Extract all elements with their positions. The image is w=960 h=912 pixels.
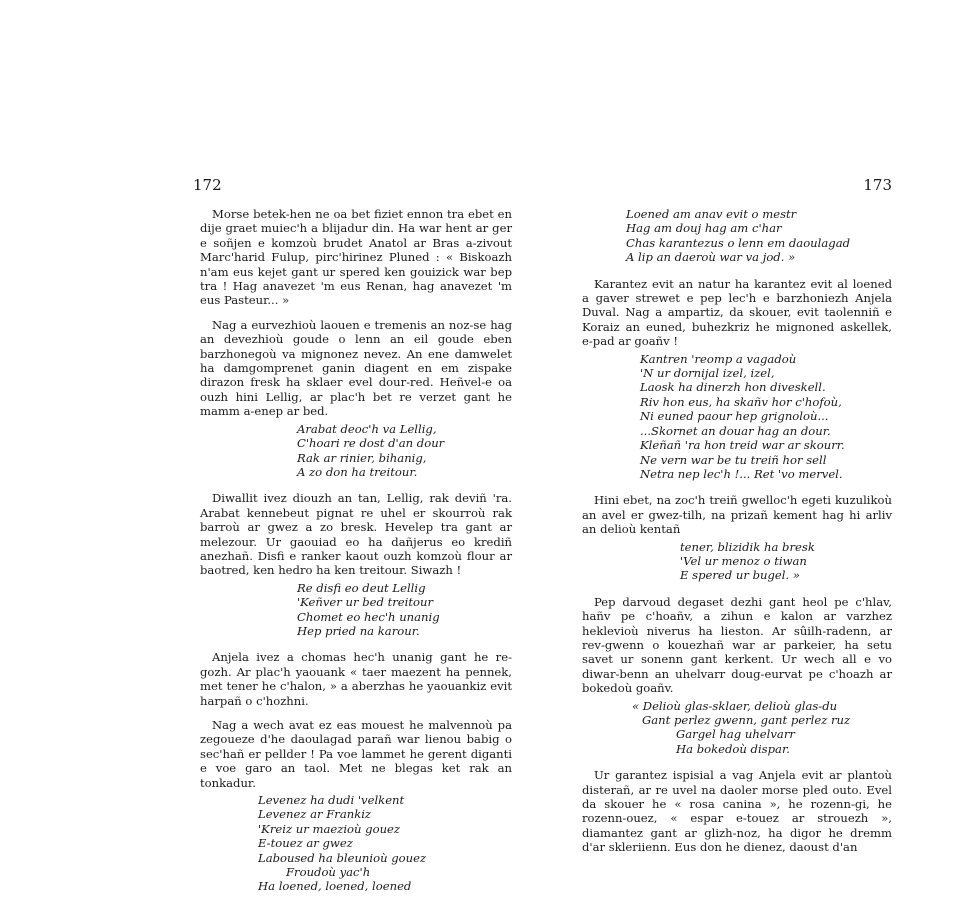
paragraph: Pep darvoud degaset dezhi gant heol pe c'hlav, hañv pe c'hoañv, a zihun e kalon ar varzhez heklevioù niverus ha lieston. Ar sûilh-radenn, ar rev-gwenn o kouezhañ war ar parkeier, ha setu savet ur sonenn gant kerkent. Ur wech all e vo diwar-benn an uhelvarr doug-eurvat pe c'hoazh ar bokedoù goañv. xyxy=(582,594,892,696)
verse-line: Ha bokedoù dispar. xyxy=(676,741,790,756)
paragraph: Hini ebet, na zoc'h treiñ gwelloc'h egeti kuzulikoù an avel er gwez-tilh, na prizañ kement hag hi arliv an delioù kentañ xyxy=(582,493,892,537)
paragraph: Karantez evit an natur ha karantez evit al loened a gaver strewet e pep lec'h e barzhoniezh Anjela Duval. Nag a ampartiz, da skouer, evit taolenniñ e Koraiz an euned, buhezkriz he mignoned askellek, e-pad ar goañv ! xyxy=(582,276,892,349)
verse-line: Kleñañ 'ra hon treid war ar skourr. xyxy=(640,438,845,453)
verse-line: Ha loened, loened, loened xyxy=(258,879,412,894)
verse-line: Levenez ar Frankiz xyxy=(258,807,372,822)
verse-line: Froudoù yac'h xyxy=(286,865,371,880)
verse-line: 'Kreiz ur maezioù gouez xyxy=(258,821,401,836)
right-page-text xyxy=(582,207,892,855)
paragraph: Nag a wech avat ez eas mouest he malvennoù pa zegoueze d'he daoulagad parañ war lienou babig o sec'hañ er pellder ! Pa voe lammet he gerent diganti e voe garo an taol. Met ne blegas ket rak an tonkadur. xyxy=(200,718,512,790)
paragraph: Morse betek-hen ne oa bet fiziet ennon tra ebet en dije graet muiec'h a blijadur din. Ha war hent ar ger e soñjen e komzoù brudet Anatol ar Bras a-zivout Marc'harid Fulup, pirc'hirinez Pluned : « Biskoazh n'am eus kejet gant ur spered ken gouizick war bep tra ! Hag anavezet 'm eus Renan, hag anavezet 'm eus Pasteur... » xyxy=(200,207,512,308)
verse-line: Laosk ha dinerzh hon diveskell. xyxy=(640,380,826,395)
verse-line: C'hoari re dost d'an dour xyxy=(297,436,445,451)
verse-line: Riv hon eus, ha skañv hor c'hofoù, xyxy=(640,394,842,409)
verse-stanza xyxy=(200,581,512,639)
verse-line: Laboused ha bleunioù gouez xyxy=(258,850,427,865)
verse-line: Hep pried na karour. xyxy=(297,623,420,638)
verse-line: Loened am anav evit o mestr xyxy=(626,207,797,221)
right-page xyxy=(565,0,895,912)
verse-line: Kantren 'reomp a vagadoù xyxy=(640,351,797,366)
page-number-left: 172 xyxy=(193,176,222,194)
verse-stanza xyxy=(582,699,892,757)
verse-line: Gargel hag uhelvarr xyxy=(676,727,795,742)
verse-line: Chomet eo hec'h unanig xyxy=(297,609,440,624)
verse-line: A lip an daeroù war va jod. » xyxy=(626,250,796,265)
left-page xyxy=(180,0,510,912)
verse-line: E-touez ar gwez xyxy=(258,836,353,851)
verse-stanza xyxy=(200,422,512,480)
verse-line: E spered ur bugel. » xyxy=(680,568,800,583)
verse-line: Netra nep lec'h !... Ret 'vo mervel. xyxy=(640,466,843,481)
verse-line: Arabat deoc'h va Lellig, xyxy=(297,421,437,436)
verse-line: Re disfi eo deut Lellig xyxy=(297,580,426,595)
left-page-text xyxy=(200,207,512,894)
paragraph: Nag a eurvezhioù laouen e tremenis an noz-se hag an devezhioù goude o lenn an eil goude eben barzhonegoù va mignonez nevez. An ene damwelet ha damgomprenet ganin diagent en em zispake dirazon fresk ha sklaer evel dour-red. Heñvel-e oa ouzh hini Lellig, ar plac'h bet re verzet gant he mamm a-enep ar bed. xyxy=(200,317,512,419)
paragraph: Anjela ivez a chomas hec'h unanig gant he re-gozh. Ar plac'h yaouank « taer maezent ha pennek, met tener he c'halon, » a aberzhas he yaouankiz evit harpañ o c'hozhni. xyxy=(200,650,512,708)
verse-stanza xyxy=(582,540,892,583)
verse-stanza xyxy=(582,352,892,482)
paragraph: Ur garantez ispisial a vag Anjela evit ar plantoù disterañ, ar re uvel na daoler morse pled outo. Evel da skouer he « rosa canina », he rozenn-gi, he rozenn-ouez, « espar e-touez ar strouezh », diamantez gant ar glizh-noz, ha digor he dremm d'ar skleriienn. Eus don he dienez, daoust d'an xyxy=(582,768,892,855)
verse-line: Levenez ha dudi 'velkent xyxy=(258,793,405,808)
verse-line: ...Skornet an douar hag an dour. xyxy=(640,423,831,438)
paragraph: Diwallit ivez diouzh an tan, Lellig, rak deviñ 'ra. Arabat kennebeut pignat re uhel er skourroù rak barroù ar gwez a zo bresk. Hevelep tra gant ar melezour. Ur gaouiad eo ha dañjerus eo krediñ anezhañ. Disfi e ranker kaout ouzh komzoù flour ar baotred, ken hedro ha ken treitour. Siwazh ! xyxy=(200,491,512,578)
verse-line: Ni euned paour hep grignoloù... xyxy=(640,409,829,424)
verse-stanza xyxy=(582,207,892,265)
verse-line: 'N ur dornijal izel, izel, xyxy=(640,366,775,381)
page-number-right: 173 xyxy=(863,176,892,194)
verse-stanza xyxy=(200,793,512,894)
verse-line: 'Keñver ur bed treitour xyxy=(297,595,434,610)
verse-line: tener, blizidik ha bresk xyxy=(680,539,815,554)
verse-line: Gant perlez gwenn, gant perlez ruz xyxy=(642,713,851,727)
verse-line: Hag am douj hag am c'har xyxy=(626,221,782,236)
verse-line: Chas karantezus o lenn em daoulagad xyxy=(626,235,851,250)
verse-line: Rak ar rinier, bihanig, xyxy=(297,450,427,465)
verse-line: A zo don ha treitour. xyxy=(297,464,418,479)
verse-line: 'Vel ur menoz o tiwan xyxy=(680,553,807,568)
verse-line: Ne vern war be tu treiñ hor sell xyxy=(640,452,827,467)
verse-line: « Delioù glas-sklaer, delioù glas-du xyxy=(632,698,838,713)
